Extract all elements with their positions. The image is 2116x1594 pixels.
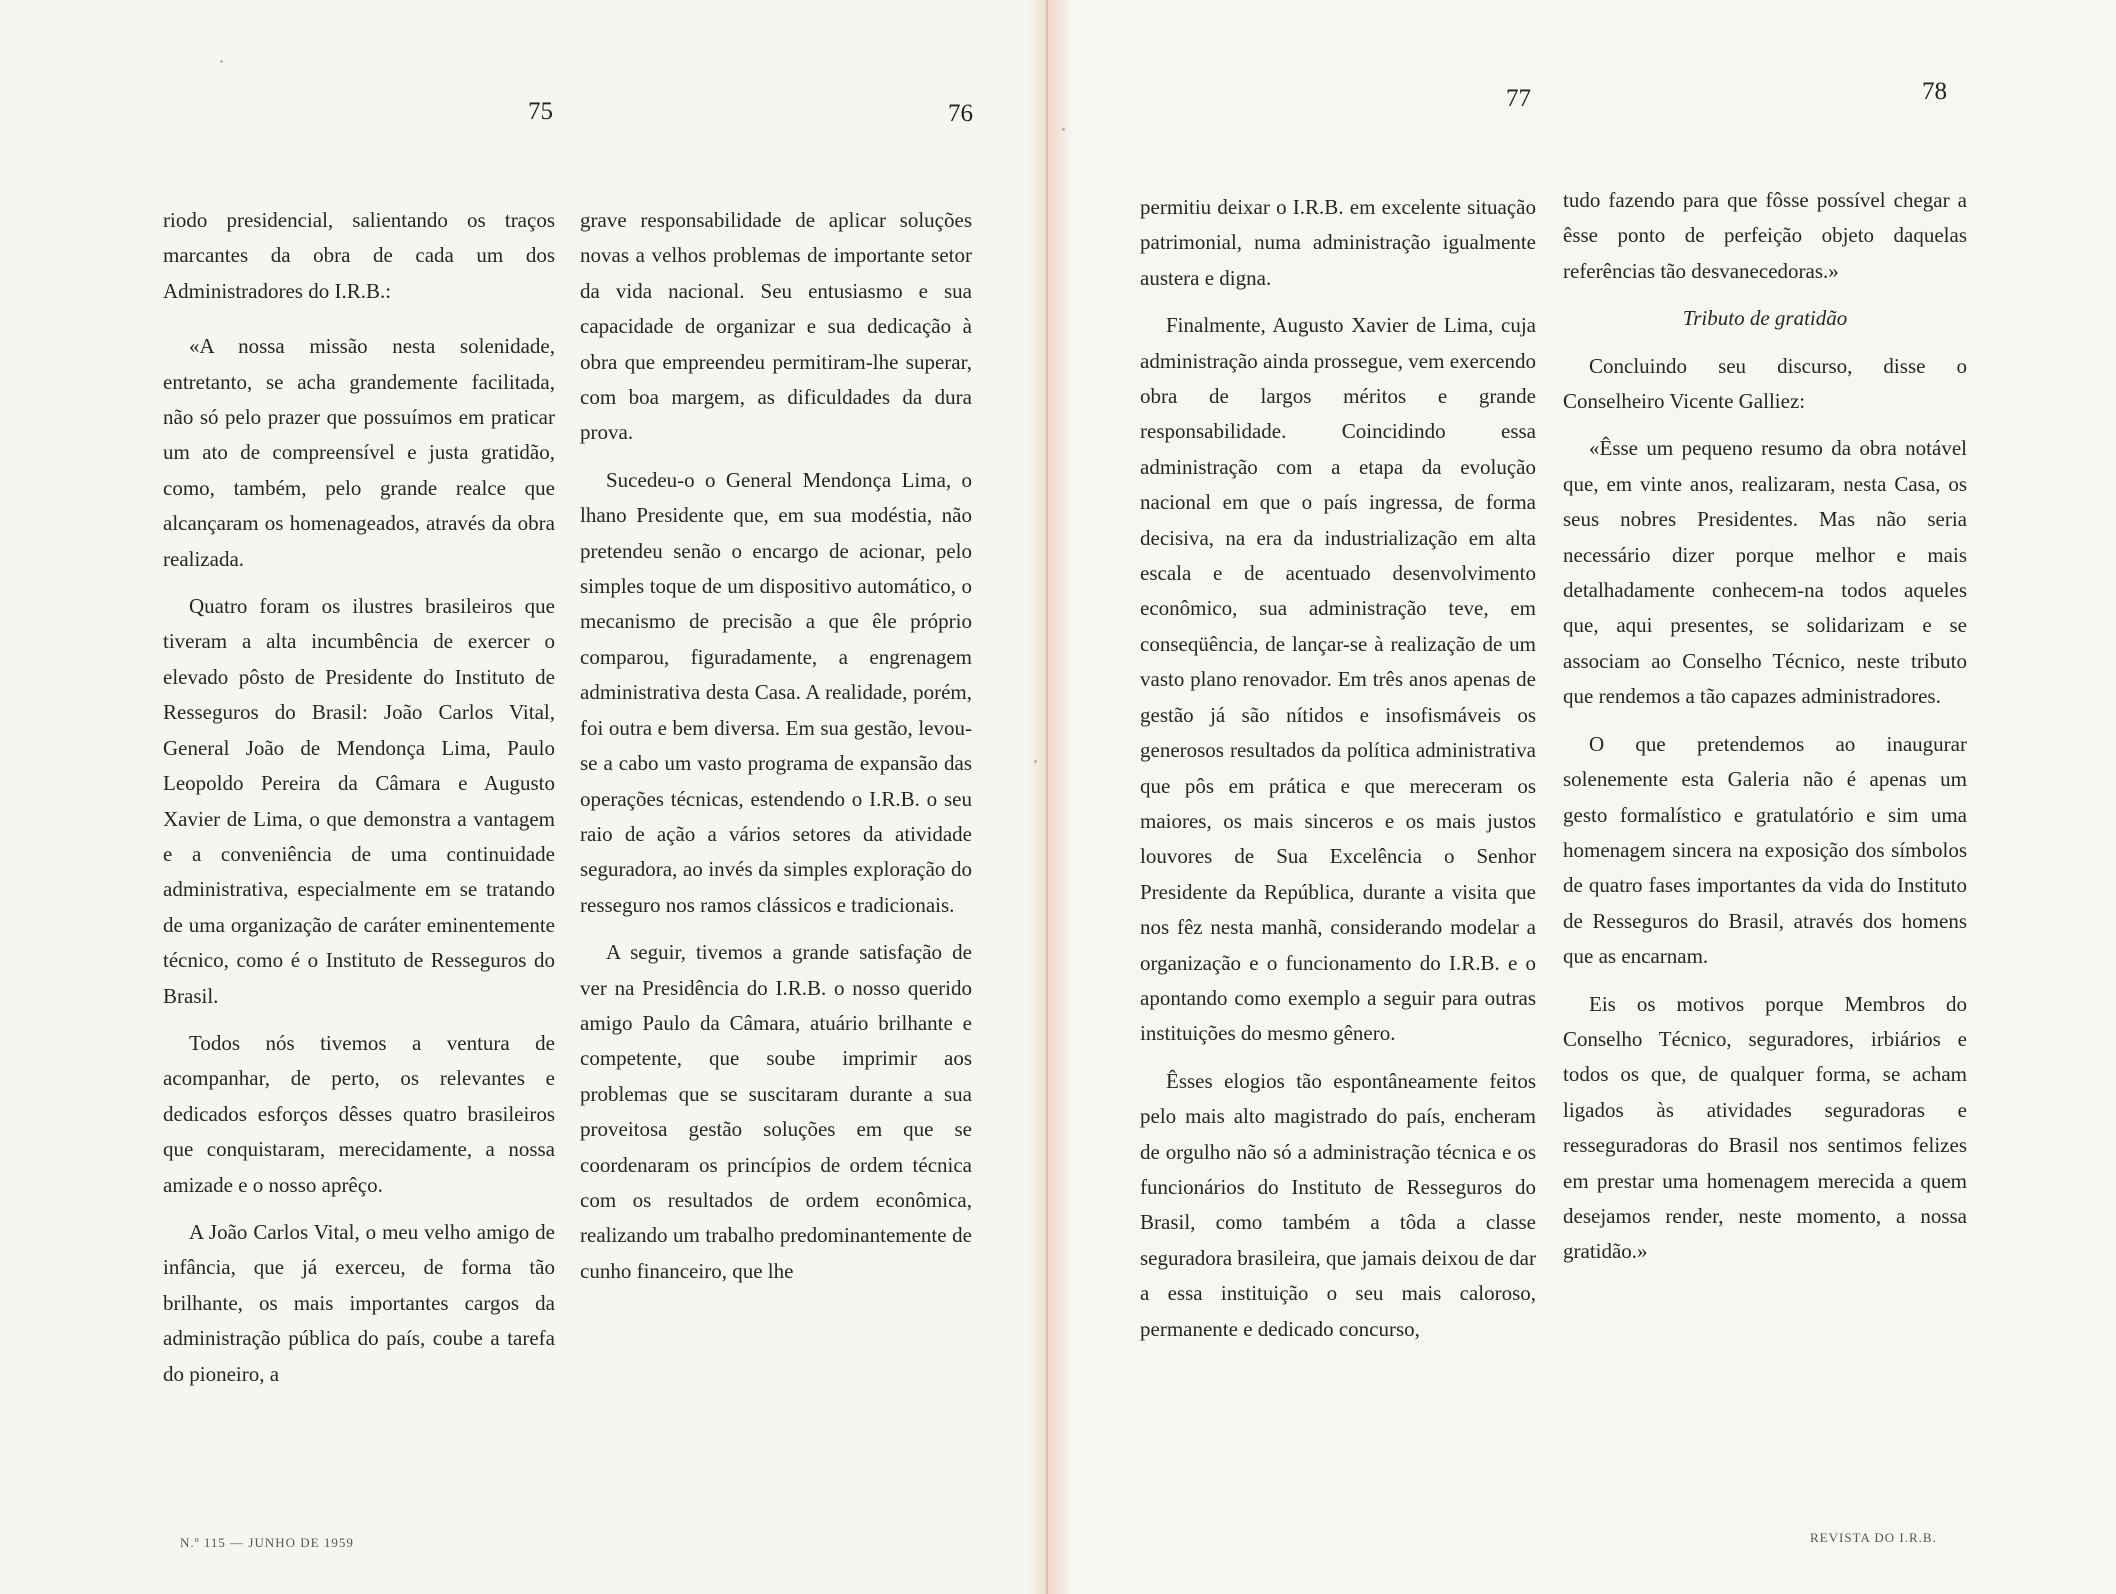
paragraph: A seguir, tivemos a grande satisfação de ver na Presidência do I.R.B. o nosso querido amigo Paulo da Câmara, atuário brilhante e competente, que soube imprimir aos problemas que se suscitaram durante a sua proveitosa gestão soluções em que se coordenaram os princípios de ordem técnica com os resultados de ordem econômica, realizando um trabalho predominantemente de cunho financeiro, que lhe <box>580 940 972 1283</box>
page-footer: N.º 115 — JUNHO DE 1959 <box>180 1535 354 1550</box>
paragraph: permitiu deixar o I.R.B. em excelente situação patrimonial, numa administração igualmente austera e digna. <box>1140 195 1536 290</box>
paper-speck <box>1034 760 1037 763</box>
paper-speck <box>1062 128 1065 131</box>
paragraph: Quatro foram os ilustres brasileiros que tiveram a alta incumbência de exercer o elevado pôsto de Presidente do Instituto de Resseguros do Brasil: João Carlos Vital, General João de Mendonça Lima, Paulo Leopoldo Pereira da Câmara e Augusto Xavier de Lima, o que demonstra a vantagem e a conveniência de uma continuidade administrativa, especialmente em se tratando de uma organização de caráter eminentemente técnico, como é o Instituto de Resseguros do Brasil. <box>163 594 555 1008</box>
binding-gutter <box>1028 0 1072 1594</box>
paragraph: Finalmente, Augusto Xavier de Lima, cuja administração ainda prossegue, vem exercendo obra de largos méritos e grande responsabilidade. Coincidindo essa administração com a etapa da evolução nacional em que o país ingressa, de forma decisiva, na era da industrialização em alta escala e de acentuado desenvolvimento econômico, sua administração teve, em conseqüência, de lançar-se à realização de um vasto plano renovador. Em três anos apenas de gestão já são nítidos e insofismáveis os generosos resultados da política administrativa que pôs em prática e que mereceram os maiores, os mais sinceros e os mais justos louvores de Sua Excelência o Senhor Presidente da República, durante a visita que nos fêz nesta manhã, considerando modelar a organização e o funcionamento do I.R.B. e o apontando como exemplo a seguir para outras instituições do mesmo gênero. <box>1140 313 1536 1046</box>
page-78-column <box>1563 183 1967 1270</box>
page-footer: REVISTA DO I.R.B. <box>1810 1530 1937 1545</box>
page-76-column <box>580 203 972 1289</box>
binding-fold <box>1046 0 1048 1594</box>
paragraph: Eis os motivos porque Membros do Conselho Técnico, seguradores, irbiários e todos os que, de qualquer forma, se acham ligados às atividades seguradoras e resseguradoras do Brasil nos sentimos felizes em prestar uma homenagem merecida a quem desejamos render, neste momento, a nossa gratidão.» <box>1563 991 1967 1264</box>
subheading: Tributo de gratidão <box>1682 306 1848 331</box>
paragraph: Sucedeu-o o General Mendonça Lima, o lhano Presidente que, em sua modéstia, não pretendeu senão o encargo de acionar, pelo simples toque de um dispositivo automático, o mecanismo de precisão a que êle próprio comparou, figuradamente, a engrenagem administrativa desta Casa. A realidade, porém, foi outra e bem diversa. Em sua gestão, levou-se a cabo um vasto programa de expansão das operações técnicas, estendendo o I.R.B. o seu raio de ação a vários setores da atividade seguradora, ao invés da simples exploração do resseguro nos ramos clássicos e tradicionais. <box>580 467 972 917</box>
page-number: 78 <box>1922 78 1947 105</box>
paper-speck <box>220 60 223 63</box>
paragraph: «Êsse um pequeno resumo da obra notável que, em vinte anos, realizaram, nesta Casa, os seus nobres Presidentes. Mas não seria necessário dizer porque melhor e mais detalhadamente conhecem-na todos aqueles que, aqui presentes, se solidarizam e se associam ao Conselho Técnico, neste tributo que rendemos a tão capazes administradores. <box>1563 436 1967 709</box>
page-number: 75 <box>528 98 553 125</box>
page-number: 77 <box>1506 85 1531 112</box>
paragraph: Todos nós tivemos a ventura de acompanhar, de perto, os relevantes e dedicados esforços dêsses quatro brasileiros que conquistaram, merecidamente, a nossa amizade e o nosso aprêço. <box>163 1030 555 1197</box>
paragraph: Êsses elogios tão espontâneamente feitos pelo mais alto magistrado do país, encheram de orgulho não só a administração técnica e os funcionários do Instituto de Resseguros do Brasil, como também a tôda a classe seguradora brasileira, que jamais deixou de dar a essa instituição o seu mais caloroso, permanente e dedicado concurso, <box>1140 1068 1536 1341</box>
paragraph: tudo fazendo para que fôsse possível chegar a êsse ponto de perfeição objeto daquelas referências tão desvanecedoras.» <box>1563 188 1967 283</box>
page-77-column <box>1140 190 1536 1347</box>
page-75-column <box>163 203 555 1392</box>
paragraph: O que pretendemos ao inaugurar solenemente esta Galeria não é apenas um gesto formalístico e gratulatório e sim uma homenagem sincera na exposição dos símbolos de quatro fases importantes da vida do Instituto de Resseguros do Brasil, através dos homens que as encarnam. <box>1563 731 1967 969</box>
page-number: 76 <box>948 100 973 127</box>
paragraph: riodo presidencial, salientando os traços marcantes da obra de cada um dos Administradores do I.R.B.: <box>163 208 555 303</box>
paragraph: Concluindo seu discurso, disse o Conselheiro Vicente Galliez: <box>1563 353 1967 414</box>
paragraph: A João Carlos Vital, o meu velho amigo de infância, que já exerceu, de forma tão brilhante, os mais importantes cargos da administração pública do país, coube a tarefa do pioneiro, a <box>163 1219 555 1386</box>
paragraph: «A nossa missão nesta solenidade, entretanto, se acha grandemente facilitada, não só pelo prazer que possuímos em praticar um ato de compreensível e justa gratidão, como, também, pelo grande realce que alcançaram os homenageados, através da obra realizada. <box>163 334 555 571</box>
paragraph: grave responsabilidade de aplicar soluções novas a velhos problemas de importante setor da vida nacional. Seu entusiasmo e sua capacidade de organizar e sua dedicação à obra que empreendeu permitiram-lhe superar, com boa margem, as dificuldades da dura prova. <box>580 208 972 445</box>
